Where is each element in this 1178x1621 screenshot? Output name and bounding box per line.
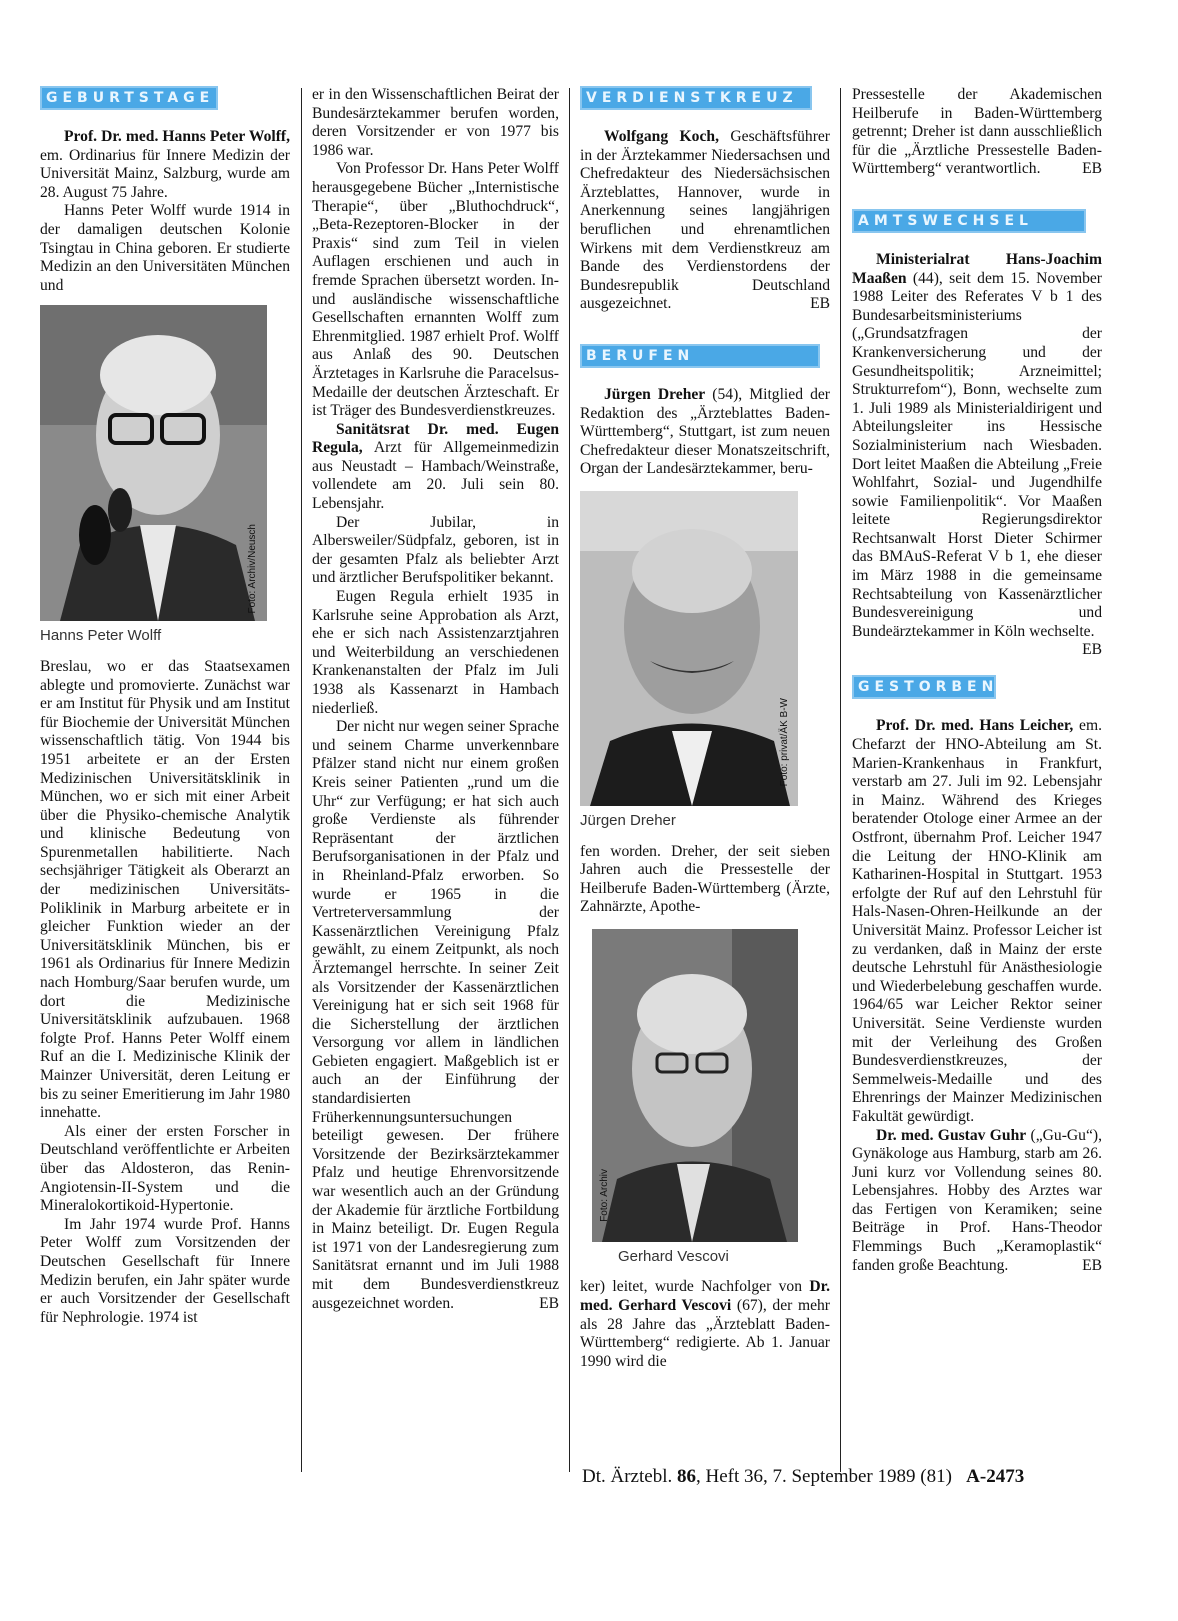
person-name: Sanitätsrat Dr. med. Eugen Regula, xyxy=(312,420,559,457)
photo-credit: Foto: Archiv xyxy=(599,1169,610,1222)
author-signature: EB xyxy=(539,1294,559,1312)
article-paragraph: er in den Wissenschaftlichen Beirat der Bundesärztekammer berufen worden, deren Vorsitzender er von 1977 bis 1986 war. xyxy=(312,86,559,159)
author-signature: EB xyxy=(1082,160,1102,178)
section-heading-berufen: BERUFEN xyxy=(580,344,820,368)
column-3 xyxy=(580,86,830,1371)
section-heading-geburtstage: GEBURTSTAGE xyxy=(40,86,218,110)
article-paragraph: Dr. med. Gustav Guhr („Gu-Gu“), Gynäkologe aus Hamburg, starb am 26. Juni kurz vor Vollendung seines 80. Lebensjahres. Hobby des Arztes war das Fertigen von Keramiken; seine Beiträge in Prof. Hans-Theodor Flemmings Buch „Keramoplastik“ fanden große Beachtung. EB xyxy=(852,1126,1102,1274)
volume-number: 86 xyxy=(676,1466,696,1487)
author-signature: EB xyxy=(1082,641,1102,659)
column-1 xyxy=(40,86,290,1327)
article-paragraph: Als einer der ersten Forscher in Deutschland veröffentlichte er Arbeiten über das Aldosteron, das Renin-Angiotensin-II-System und die Mineralokortikoid-Hypertonie. xyxy=(40,1122,290,1215)
issue-info: , Heft 36, 7. September 1989 (81) xyxy=(695,1466,952,1487)
article-paragraph: Prof. Dr. med. Hanns Peter Wolff, em. Ordinarius für Innere Medizin der Universität Mainz, Salzburg, wurde am 28. August 75 Jahre. xyxy=(40,128,290,201)
portrait-image xyxy=(580,491,798,806)
portrait-photo-vescovi xyxy=(592,929,798,1242)
person-name: Dr. med. Gustav Guhr xyxy=(876,1126,1027,1144)
article-paragraph: Prof. Dr. med. Hans Leicher, em. Chefarzt der HNO-Abteilung am St. Marien-Krankenhaus in Frankfurt, verstarb am 27. Juli im 92. Lebensjahr in Mainz. Während des Krieges beratender Otologe einer Armee an der Ostfront, übernahm Prof. Leicher 1947 die Leitung der HNO-Klinik am Katharinen-Hospital in Stuttgart. 1953 erfolgte der Ruf auf den Lehrstuhl für Hals-Nasen-Ohren-Heilkunde an der Universität Mainz. Professor Leicher ist zu verdanken, daß in Mainz der erste deutsche Lehrstuhl für Anästhesiologie und Wiederbelebung geschaffen wurde. 1964/65 war Leicher Rektor seiner Universität. Seine Verdienste wurden mit der Verleihung des Großen Bundesverdienstkreuzes, der Semmelweis-Medaille und des Ehrenrings der Mainzer Medizinischen Fakultät gewürdigt. xyxy=(852,717,1102,1125)
portrait-photo-dreher xyxy=(580,491,798,806)
page-footer xyxy=(582,1466,1024,1488)
article-paragraph: Sanitätsrat Dr. med. Eugen Regula, Arzt für Allgemeinmedizin aus Neustadt – Hambach/Weinstraße, vollendete am 20. Juli sein 80. Lebensjahr. xyxy=(312,420,559,513)
column-rule xyxy=(569,88,570,1472)
article-paragraph: Von Professor Dr. Hans Peter Wolff herausgegebene Bücher „Internistische Therapie“, über „Bluthochdruck“, „Beta-Rezeptoren-Blocker in der Praxis“ sind zum Teil in vielen Auflagen erschienen und auch in fremde Sprachen übersetzt worden. In- und ausländische wissenschaftliche Gesellschaften ernannten Wolff zum Ehrenmitglied. 1987 erhielt Prof. Wolff aus Anlaß des 90. Deutschen Ärztetages in Karlsruhe die Paracelsus-Medaille der deutschen Ärzteschaft. Er ist Träger des Bundesverdienstkreuzes. xyxy=(312,160,559,420)
article-paragraph: Pressestelle der Akademischen Heilberufe in Baden-Württemberg getrennt; Dreher ist dann ausschließlich für die „Ärztliche Pressestelle Baden-Württemberg“ verantwortlich. EB xyxy=(852,86,1102,178)
article-paragraph: Der nicht nur wegen seiner Sprache und seinem Charme unverkennbare Pfälzer stand nicht nur einem großen Kreis seiner Patienten „rund um die Uhr“ zur Verfügung; er hat sich auch große Verdienste als führender Repräsentant der ärztlichen Berufsorganisationen in der Pfalz und in Rheinland-Pfalz erworben. So wurde er 1965 in die Vertreterversammlung der Kassenärztlichen Vereinigung Pfalz gewählt, zu einem Zeitpunkt, als noch Ärztemangel herrschte. In seiner Zeit als Vorsitzender der Kassenärztlichen Vereinigung hat er sich seit 1968 für die Sicherstellung der ärztlichen Versorgung vor allem in ländlichen Gebieten engagiert. Maßgeblich ist er auch an der Einführung der standardisierten Früherkennungsuntersuchungen beteiligt gewesen. Der frühere Vorsitzende der Bezirksärztekammer Pfalz und heutige Ehrenvorsitzende war wesentlich auch an der Gründung der Akademie für ärztliche Fortbildung in Mainz beteiligt. Dr. Eugen Regula ist 1971 von der Landesregierung zum Sanitätsrat ernannt und im Juli 1988 mit dem Bundesverdienstkreuz ausgezeichnet worden. EB xyxy=(312,718,559,1312)
author-signature: EB xyxy=(1082,1256,1102,1274)
photo-caption: Jürgen Dreher xyxy=(580,811,676,829)
person-name: Jürgen Dreher xyxy=(604,385,706,403)
person-name: Prof. Dr. med. Hanns Peter Wolff, xyxy=(64,128,290,145)
article-paragraph: ker) leitet, wurde Nachfolger von Dr. med. Gerhard Vescovi (67), der mehr als 28 Jahre das „Ärzteblatt Baden-Württemberg“ redigierte. Ab 1. Januar 1990 wird die xyxy=(580,1278,831,1370)
person-name: Prof. Dr. med. Hans Leicher, xyxy=(876,717,1074,735)
article-paragraph: Eugen Regula erhielt 1935 in Karlsruhe seine Approbation als Arzt, ehe er sich nach Assistenzarztjahren und Weiterbildung an verschiedenen Krankenanstalten der Pfalz im Juli 1938 als Kassenarzt in Hambach niederließ. xyxy=(312,588,559,717)
column-4 xyxy=(852,86,1102,1275)
column-rule xyxy=(840,88,841,1472)
article-paragraph: Der Jubilar, in Albersweiler/Südpfalz, geboren, ist in der gesamten Pfalz als beliebter Arzt und ärztlicher Berufspolitiker bekannt. xyxy=(312,513,559,587)
photo-credit: Foto: privat/ÄK B-W xyxy=(779,697,791,786)
portrait-image xyxy=(592,929,798,1242)
page-number: A-2473 xyxy=(966,1466,1025,1487)
article-paragraph: fen worden. Dreher, der seit sieben Jahren auch die Pressestelle der Heilberufe Baden-Württemberg (Ärzte, Zahnärzte, Apothe- xyxy=(580,842,830,916)
section-heading-verdienstkreuz: VERDIENSTKREUZ xyxy=(580,86,812,110)
portrait-image xyxy=(40,305,267,621)
article-paragraph: Breslau, wo er das Staatsexamen ablegte und promovierte. Zunächst war er am Institut für Physik und am Institut für Biochemie der Universität München wissenschaftlich tätig. Von 1944 bis 1951 arbeitete er an der Ersten Medizinischen Universitätsklinik in München, wo er sich mit einer Arbeit über die Physiko-chemische Analytik und klinische Bedeutung von Spurenmetallen habilitierte. Nach sechsjähriger Tätigkeit als Oberarzt an der medizinischen Universitäts-Poliklinik in Marburg arbeitete er in gleicher Funktion wieder an der Universitätsklinik München, bis er 1961 als Ordinarius für Innere Medizin nach Homburg/Saar berufen wurde, um dort die Medizinische Universitätsklinik aufzubauen. 1968 folgte Prof. Hanns Peter Wolff einem Ruf an die I. Medizinische Klinik der Mainzer Universität, deren Leitung er bis zu seiner Emeritierung im Jahr 1980 innehatte. xyxy=(40,657,290,1122)
person-name: Wolfgang Koch, xyxy=(604,128,719,145)
photo-caption: Hanns Peter Wolff xyxy=(40,627,162,645)
column-rule xyxy=(301,88,302,1472)
column-2 xyxy=(312,86,559,1313)
section-heading-gestorben: GESTORBEN xyxy=(852,675,996,699)
person-name: Dr. med. Gerhard Vescovi xyxy=(580,1278,830,1315)
author-signature: EB xyxy=(810,295,830,313)
photo-caption: Gerhard Vescovi xyxy=(618,1247,729,1265)
journal-name: Dt. Ärztebl. xyxy=(582,1466,677,1487)
photo-credit: Foto: Archiv/Neusch xyxy=(247,523,259,614)
article-paragraph: Wolfgang Koch, Geschäftsführer in der Ärztekammer Niedersachsen und Chefredakteur des Niedersächsischen Ärzteblattes, Hannover, wurde in Anerkennung seines langjährigen beruflichen und ehrenamtlichen Wirkens mit dem Verdienstkreuz am Bande des Verdienstordens der Bundesrepublik Deutschland ausgezeichnet. EB xyxy=(580,128,830,313)
article-paragraph: Jürgen Dreher (54), Mitglied der Redaktion des „Ärzteblattes Baden-Württemberg“, Stuttgart, ist zum neuen Chefredakteur dieser Monatszeitschrift, Organ der Landesärztekammer, beru- xyxy=(580,385,830,478)
article-paragraph: Im Jahr 1974 wurde Prof. Hanns Peter Wolff zum Vorsitzenden der Deutschen Gesellschaft für Innere Medizin berufen, ein Jahr später wurde er auch Vorsitzender der Gesellschaft für Nephrologie. 1974 ist xyxy=(40,1215,290,1326)
portrait-photo-wolff xyxy=(40,305,267,621)
person-name: Ministerialrat Hans-Joachim Maaßen xyxy=(852,250,1102,287)
article-paragraph: Hanns Peter Wolff wurde 1914 in der damaligen deutschen Kolonie Tsingtau in China geboren. Er studierte Medizin an den Universitäten München und xyxy=(40,202,290,294)
section-heading-amtswechsel: AMTSWECHSEL xyxy=(852,209,1086,233)
article-paragraph: Ministerialrat Hans-Joachim Maaßen (44), seit dem 15. November 1988 Leiter des Referates V b 1 des Bundesarbeitsministeriums („Grundsatzfragen der Krankenversicherung und der Gesundheitspolitik; Arzneimittel; Strukturrefom“), Bonn, wechselte zum 1. Juli 1989 als Ministerialdirigent und Abteilungsleiter ins Hessische Sozialministerium nach Wiesbaden. Dort leitet Maaßen die Abteilung „Freie Wohlfahrt, Sozial- und Jugendhilfe sowie Familienpolitik“. Vor Maaßen leitete Regierungsdirektor Rechtsanwalt Horst Dieter Schirmer das BMAuS-Referat V b 1, ehe dieser im März 1988 in die gemeinsame Rechtsabteilung von Kassenärztlicher Bundesvereinigung und Bundeärztekammer in Köln wechselte. EB xyxy=(852,250,1102,659)
